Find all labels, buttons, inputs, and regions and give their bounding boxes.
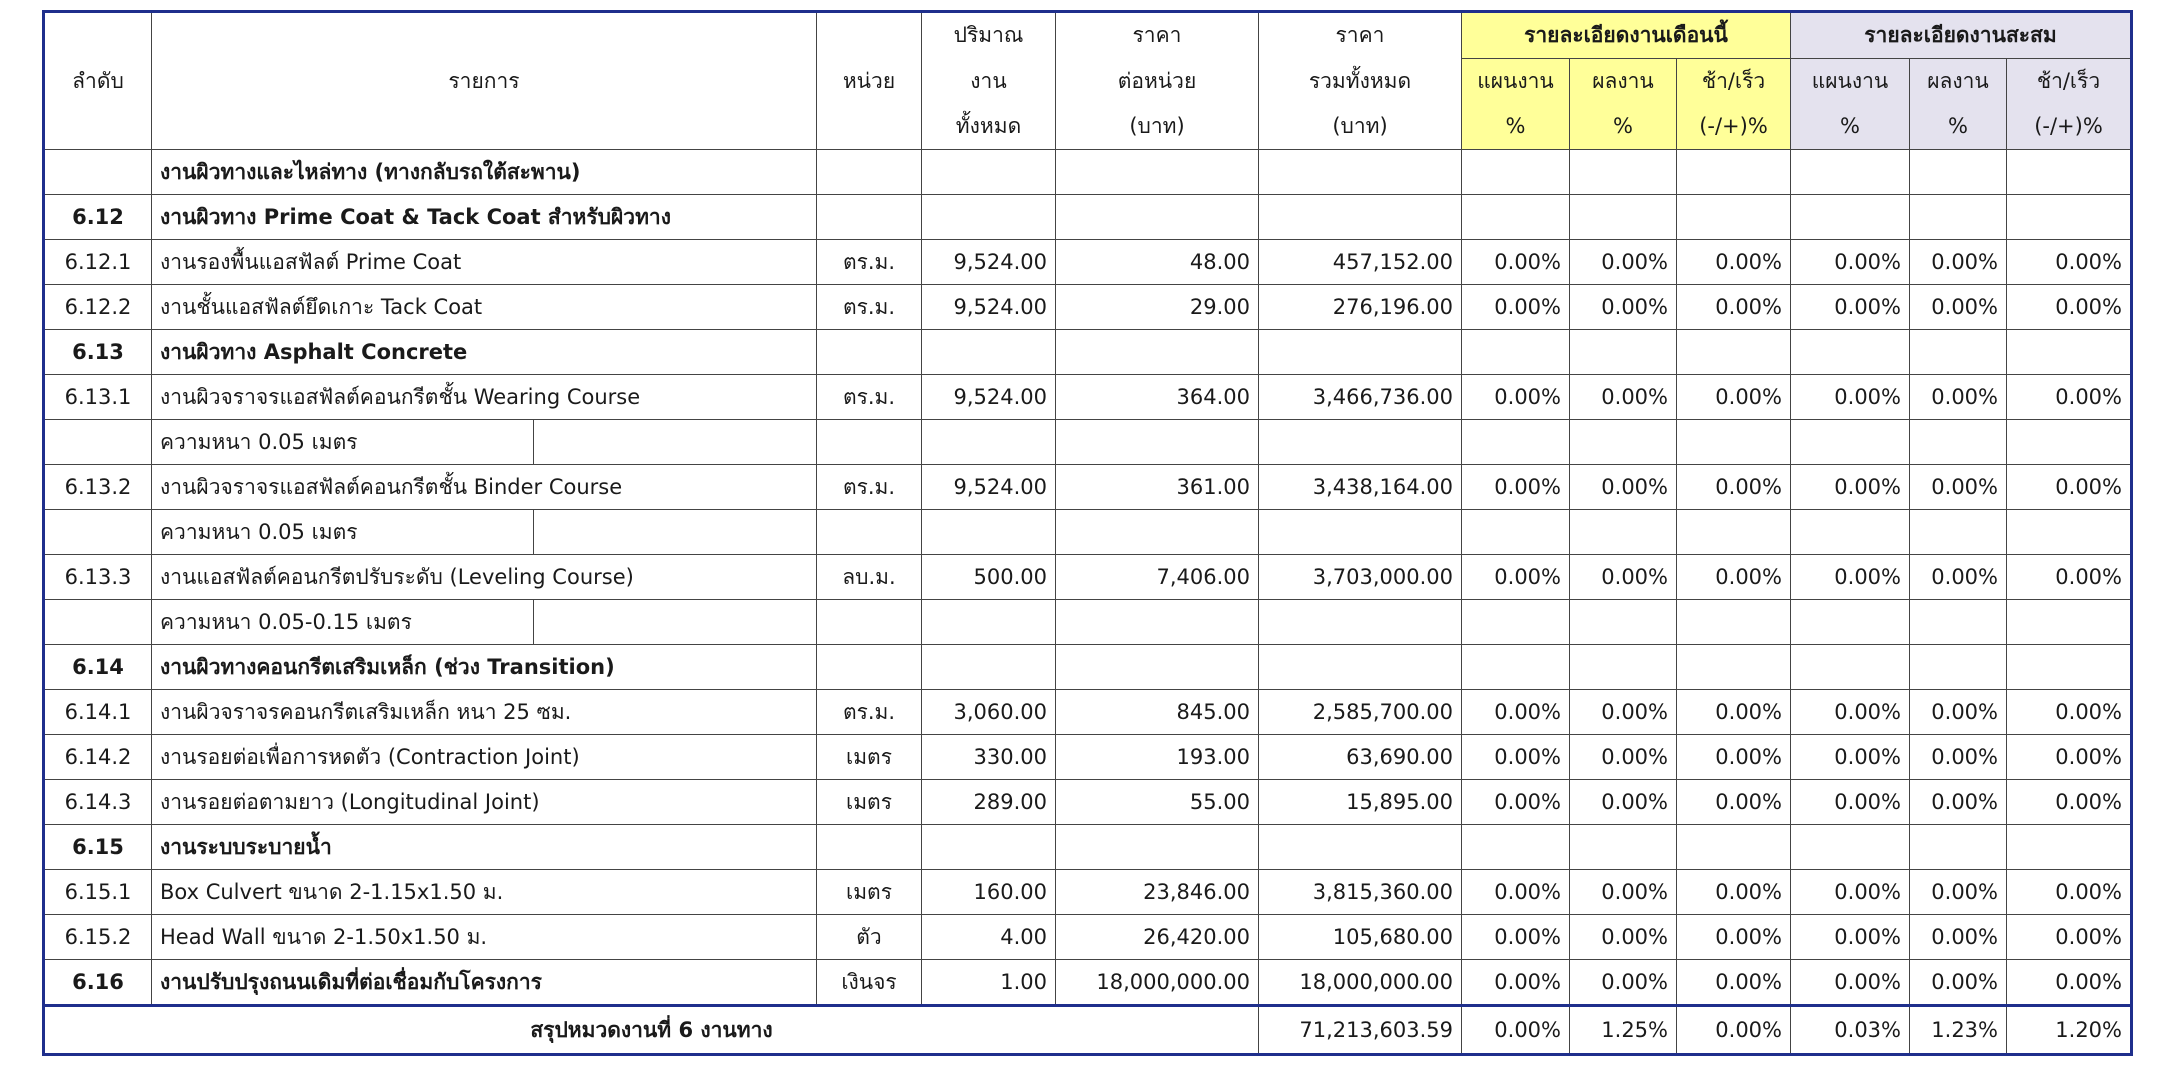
header-qty-1: ปริมาณ <box>922 12 1056 59</box>
empty-cell <box>817 600 922 645</box>
table-row <box>44 600 2132 645</box>
table-row <box>44 870 2132 915</box>
table-row <box>44 735 2132 780</box>
row-name: งานแอสฟัลต์คอนกรีตปรับระดับ (Leveling Course) <box>152 555 817 600</box>
header-cum-group: รายละเอียดงานสะสม <box>1791 12 2132 59</box>
empty-cell <box>1677 825 1791 870</box>
empty-cell <box>1570 645 1677 690</box>
row-name: งานผิวจราจรแอสฟัลต์คอนกรีตชั้น Wearing Course <box>152 375 817 420</box>
row-qty: 9,524.00 <box>922 240 1056 285</box>
empty-cell <box>1791 510 1910 555</box>
empty-cell <box>1791 420 1910 465</box>
row-unit: ตร.ม. <box>817 690 922 735</box>
empty-cell <box>1462 510 1570 555</box>
row-qty: 3,060.00 <box>922 690 1056 735</box>
row-no: 6.14 <box>44 645 152 690</box>
row-total-price: 2,585,700.00 <box>1259 690 1462 735</box>
table-row <box>44 150 2132 195</box>
row-qty: 289.00 <box>922 780 1056 825</box>
row-name: งานผิวจราจรแอสฟัลต์คอนกรีตชั้น Binder Course <box>152 465 817 510</box>
row-name: งานรองพื้นแอสฟัลต์ Prime Coat <box>152 240 817 285</box>
row-no: 6.14.3 <box>44 780 152 825</box>
row-no: 6.16 <box>44 960 152 1006</box>
row-cum-plan: 0.00% <box>1791 240 1910 285</box>
row-total-price: 3,466,736.00 <box>1259 375 1462 420</box>
row-cum-diff: 0.00% <box>2007 285 2132 330</box>
empty-cell <box>534 420 817 465</box>
header-unit-price-3: (บาท) <box>1056 104 1259 150</box>
header-total-price-3: (บาท) <box>1259 104 1462 150</box>
empty-cell <box>1570 600 1677 645</box>
row-cum-plan: 0.00% <box>1791 375 1910 420</box>
table-row <box>44 330 2132 375</box>
row-month-plan: 0.00% <box>1462 690 1570 735</box>
summary-row <box>44 1006 2132 1055</box>
row-month-diff: 0.00% <box>1677 690 1791 735</box>
row-total-price: 3,703,000.00 <box>1259 555 1462 600</box>
row-total-price: 63,690.00 <box>1259 735 1462 780</box>
row-name: Box Culvert ขนาด 2-1.15x1.50 ม. <box>152 870 817 915</box>
empty-cell <box>1910 600 2007 645</box>
empty-cell <box>1910 825 2007 870</box>
row-cum-diff: 0.00% <box>2007 690 2132 735</box>
header-month-diff: ช้า/เร็ว <box>1677 59 1791 105</box>
row-total-price: 276,196.00 <box>1259 285 1462 330</box>
table-row <box>44 780 2132 825</box>
row-total-price: 105,680.00 <box>1259 915 1462 960</box>
row-month-result: 0.00% <box>1570 375 1677 420</box>
row-no: 6.12.1 <box>44 240 152 285</box>
row-qty: 9,524.00 <box>922 465 1056 510</box>
row-unit-price: 23,846.00 <box>1056 870 1259 915</box>
row-month-plan: 0.00% <box>1462 465 1570 510</box>
row-month-diff: 0.00% <box>1677 735 1791 780</box>
row-unit: เงินจร <box>817 960 922 1006</box>
empty-cell <box>1462 645 1570 690</box>
row-unit: ตร.ม. <box>817 240 922 285</box>
row-unit-price: 55.00 <box>1056 780 1259 825</box>
empty-cell <box>1677 150 1791 195</box>
row-cum-result: 0.00% <box>1910 240 2007 285</box>
empty-cell <box>1570 510 1677 555</box>
empty-cell <box>1791 600 1910 645</box>
empty-cell <box>2007 195 2132 240</box>
empty-cell <box>2007 600 2132 645</box>
row-month-result: 0.00% <box>1570 465 1677 510</box>
empty-cell <box>1259 420 1462 465</box>
table-row <box>44 240 2132 285</box>
empty-cell <box>1910 645 2007 690</box>
empty-cell <box>922 645 1056 690</box>
row-cum-result: 0.00% <box>1910 375 2007 420</box>
header-cum-plan-pct: % <box>1791 104 1910 150</box>
row-month-result: 0.00% <box>1570 240 1677 285</box>
row-cum-diff: 0.00% <box>2007 915 2132 960</box>
row-cum-plan: 0.00% <box>1791 285 1910 330</box>
row-cum-diff: 0.00% <box>2007 870 2132 915</box>
empty-cell <box>1462 150 1570 195</box>
empty-cell <box>1462 195 1570 240</box>
row-month-result: 0.00% <box>1570 690 1677 735</box>
empty-cell <box>817 825 922 870</box>
row-qty: 9,524.00 <box>922 285 1056 330</box>
row-month-result: 0.00% <box>1570 780 1677 825</box>
header-unit-price-1: ราคา <box>1056 12 1259 59</box>
empty-cell <box>1462 600 1570 645</box>
row-name: งานผิวทาง Prime Coat & Tack Coat สำหรับผิวทาง <box>152 195 817 240</box>
empty-cell <box>1259 510 1462 555</box>
empty-cell <box>922 825 1056 870</box>
summary-total: 71,213,603.59 <box>1259 1006 1462 1055</box>
row-unit-price: 29.00 <box>1056 285 1259 330</box>
empty-cell <box>1056 645 1259 690</box>
row-cum-diff: 0.00% <box>2007 780 2132 825</box>
header-total-price-2: รวมทั้งหมด <box>1259 59 1462 105</box>
row-month-plan: 0.00% <box>1462 285 1570 330</box>
header-unit: หน่วย <box>817 12 922 150</box>
header-cum-result-pct: % <box>1910 104 2007 150</box>
row-unit: ตร.ม. <box>817 285 922 330</box>
row-cum-result: 0.00% <box>1910 465 2007 510</box>
row-month-plan: 0.00% <box>1462 870 1570 915</box>
summary-cum-plan: 0.03% <box>1791 1006 1910 1055</box>
row-cum-plan: 0.00% <box>1791 735 1910 780</box>
header-month-result-pct: % <box>1570 104 1677 150</box>
row-no: 6.14.1 <box>44 690 152 735</box>
empty-cell <box>534 510 817 555</box>
row-no: 6.14.2 <box>44 735 152 780</box>
row-month-diff: 0.00% <box>1677 555 1791 600</box>
empty-cell <box>1462 420 1570 465</box>
row-month-plan: 0.00% <box>1462 240 1570 285</box>
row-month-result: 0.00% <box>1570 285 1677 330</box>
row-cum-plan: 0.00% <box>1791 870 1910 915</box>
row-qty: 4.00 <box>922 915 1056 960</box>
header-unit-price-2: ต่อหน่วย <box>1056 59 1259 105</box>
row-unit: ตร.ม. <box>817 375 922 420</box>
row-month-diff: 0.00% <box>1677 870 1791 915</box>
row-no <box>44 600 152 645</box>
header-month-plan: แผนงาน <box>1462 59 1570 105</box>
row-cum-plan: 0.00% <box>1791 915 1910 960</box>
row-cum-diff: 0.00% <box>2007 555 2132 600</box>
row-month-diff: 0.00% <box>1677 465 1791 510</box>
empty-cell <box>1791 330 1910 375</box>
empty-cell <box>922 600 1056 645</box>
empty-cell <box>1910 150 2007 195</box>
row-name: งานปรับปรุงถนนเดิมที่ต่อเชื่อมกับโครงการ <box>152 960 817 1006</box>
row-cum-diff: 0.00% <box>2007 240 2132 285</box>
empty-cell <box>1259 150 1462 195</box>
row-name: Head Wall ขนาด 2-1.50x1.50 ม. <box>152 915 817 960</box>
empty-cell <box>1791 645 1910 690</box>
row-unit: เมตร <box>817 735 922 780</box>
empty-cell <box>1791 195 1910 240</box>
row-cum-result: 0.00% <box>1910 690 2007 735</box>
row-total-price: 3,815,360.00 <box>1259 870 1462 915</box>
summary-month-plan: 0.00% <box>1462 1006 1570 1055</box>
header-month-group: รายละเอียดงานเดือนนี้ <box>1462 12 1791 59</box>
row-no <box>44 150 152 195</box>
row-unit: ตร.ม. <box>817 465 922 510</box>
empty-cell <box>922 420 1056 465</box>
empty-cell <box>1570 150 1677 195</box>
row-cum-diff: 0.00% <box>2007 960 2132 1006</box>
table-row <box>44 420 2132 465</box>
empty-cell <box>2007 420 2132 465</box>
row-month-result: 0.00% <box>1570 555 1677 600</box>
empty-cell <box>1677 420 1791 465</box>
empty-cell <box>1677 600 1791 645</box>
row-month-diff: 0.00% <box>1677 960 1791 1006</box>
row-cum-result: 0.00% <box>1910 285 2007 330</box>
row-name: งานชั้นแอสฟัลต์ยึดเกาะ Tack Coat <box>152 285 817 330</box>
row-month-plan: 0.00% <box>1462 735 1570 780</box>
row-cum-plan: 0.00% <box>1791 960 1910 1006</box>
empty-cell <box>1056 195 1259 240</box>
row-cum-diff: 0.00% <box>2007 465 2132 510</box>
row-month-plan: 0.00% <box>1462 375 1570 420</box>
empty-cell <box>817 195 922 240</box>
row-note: ความหนา 0.05 เมตร <box>152 510 534 555</box>
row-month-diff: 0.00% <box>1677 375 1791 420</box>
empty-cell <box>1056 825 1259 870</box>
row-no: 6.15.1 <box>44 870 152 915</box>
empty-cell <box>1570 195 1677 240</box>
row-name: งานระบบระบายน้ำ <box>152 825 817 870</box>
row-no: 6.13.2 <box>44 465 152 510</box>
summary-month-diff: 0.00% <box>1677 1006 1791 1055</box>
empty-cell <box>1259 195 1462 240</box>
row-unit-price: 193.00 <box>1056 735 1259 780</box>
empty-cell <box>1791 150 1910 195</box>
summary-cum-diff: 1.20% <box>2007 1006 2132 1055</box>
header-cum-plan: แผนงาน <box>1791 59 1910 105</box>
row-month-result: 0.00% <box>1570 870 1677 915</box>
row-month-plan: 0.00% <box>1462 555 1570 600</box>
row-unit-price: 7,406.00 <box>1056 555 1259 600</box>
empty-cell <box>922 330 1056 375</box>
row-no: 6.15 <box>44 825 152 870</box>
empty-cell <box>1462 330 1570 375</box>
row-cum-plan: 0.00% <box>1791 690 1910 735</box>
row-qty: 330.00 <box>922 735 1056 780</box>
header-month-diff-pct: (-/+)% <box>1677 104 1791 150</box>
summary-label: สรุปหมวดงานที่ 6 งานทาง <box>44 1006 1259 1055</box>
row-cum-result: 0.00% <box>1910 870 2007 915</box>
row-cum-result: 0.00% <box>1910 915 2007 960</box>
empty-cell <box>1056 330 1259 375</box>
empty-cell <box>1677 330 1791 375</box>
table-row <box>44 195 2132 240</box>
summary-month-result: 1.25% <box>1570 1006 1677 1055</box>
row-qty: 160.00 <box>922 870 1056 915</box>
empty-cell <box>817 330 922 375</box>
header-cum-diff-pct: (-/+)% <box>2007 104 2132 150</box>
empty-cell <box>1259 645 1462 690</box>
empty-cell <box>1259 600 1462 645</box>
header-item: รายการ <box>152 12 817 150</box>
empty-cell <box>1056 510 1259 555</box>
empty-cell <box>922 195 1056 240</box>
empty-cell <box>534 600 817 645</box>
table-row <box>44 960 2132 1006</box>
row-unit-price: 845.00 <box>1056 690 1259 735</box>
table-row <box>44 645 2132 690</box>
empty-cell <box>1910 195 2007 240</box>
header-qty-2: งาน <box>922 59 1056 105</box>
table-row <box>44 915 2132 960</box>
empty-cell <box>1677 510 1791 555</box>
empty-cell <box>1677 645 1791 690</box>
row-cum-result: 0.00% <box>1910 735 2007 780</box>
progress-table <box>42 10 2133 1056</box>
empty-cell <box>2007 330 2132 375</box>
empty-cell <box>1462 825 1570 870</box>
header-month-plan-pct: % <box>1462 104 1570 150</box>
row-unit-price: 364.00 <box>1056 375 1259 420</box>
row-note: ความหนา 0.05-0.15 เมตร <box>152 600 534 645</box>
row-unit: ลบ.ม. <box>817 555 922 600</box>
row-month-diff: 0.00% <box>1677 240 1791 285</box>
header-cum-diff: ช้า/เร็ว <box>2007 59 2132 105</box>
row-qty: 9,524.00 <box>922 375 1056 420</box>
empty-cell <box>2007 825 2132 870</box>
row-no: 6.13.1 <box>44 375 152 420</box>
empty-cell <box>1677 195 1791 240</box>
row-total-price: 3,438,164.00 <box>1259 465 1462 510</box>
row-qty: 500.00 <box>922 555 1056 600</box>
empty-cell <box>817 510 922 555</box>
row-total-price: 18,000,000.00 <box>1259 960 1462 1006</box>
empty-cell <box>922 510 1056 555</box>
row-unit-price: 361.00 <box>1056 465 1259 510</box>
header-no: ลำดับ <box>44 12 152 150</box>
table-row <box>44 510 2132 555</box>
summary-cum-result: 1.23% <box>1910 1006 2007 1055</box>
row-month-result: 0.00% <box>1570 960 1677 1006</box>
row-month-plan: 0.00% <box>1462 780 1570 825</box>
empty-cell <box>1056 150 1259 195</box>
row-month-diff: 0.00% <box>1677 285 1791 330</box>
row-note: ความหนา 0.05 เมตร <box>152 420 534 465</box>
table-row <box>44 375 2132 420</box>
empty-cell <box>1259 825 1462 870</box>
row-name: งานผิวทางคอนกรีตเสริมเหล็ก (ช่วง Transition) <box>152 645 817 690</box>
row-total-price: 457,152.00 <box>1259 240 1462 285</box>
row-month-diff: 0.00% <box>1677 915 1791 960</box>
header-month-result: ผลงาน <box>1570 59 1677 105</box>
table-row <box>44 555 2132 600</box>
empty-cell <box>1910 420 2007 465</box>
row-total-price: 15,895.00 <box>1259 780 1462 825</box>
row-qty: 1.00 <box>922 960 1056 1006</box>
row-unit: เมตร <box>817 780 922 825</box>
table-row <box>44 465 2132 510</box>
row-cum-plan: 0.00% <box>1791 555 1910 600</box>
row-cum-diff: 0.00% <box>2007 735 2132 780</box>
empty-cell <box>1570 825 1677 870</box>
empty-cell <box>817 420 922 465</box>
empty-cell <box>922 150 1056 195</box>
empty-cell <box>2007 150 2132 195</box>
row-no: 6.15.2 <box>44 915 152 960</box>
row-cum-result: 0.00% <box>1910 960 2007 1006</box>
row-name: งานผิวทางและไหล่ทาง (ทางกลับรถใต้สะพาน) <box>152 150 817 195</box>
row-no: 6.13.3 <box>44 555 152 600</box>
empty-cell <box>1570 420 1677 465</box>
row-month-result: 0.00% <box>1570 915 1677 960</box>
row-unit-price: 48.00 <box>1056 240 1259 285</box>
empty-cell <box>2007 645 2132 690</box>
row-month-result: 0.00% <box>1570 735 1677 780</box>
row-name: งานผิวจราจรคอนกรีตเสริมเหล็ก หนา 25 ซม. <box>152 690 817 735</box>
row-unit-price: 18,000,000.00 <box>1056 960 1259 1006</box>
table-row <box>44 285 2132 330</box>
empty-cell <box>2007 510 2132 555</box>
row-cum-plan: 0.00% <box>1791 465 1910 510</box>
empty-cell <box>1570 330 1677 375</box>
table-row <box>44 825 2132 870</box>
row-month-diff: 0.00% <box>1677 780 1791 825</box>
empty-cell <box>817 645 922 690</box>
row-cum-result: 0.00% <box>1910 555 2007 600</box>
row-month-plan: 0.00% <box>1462 915 1570 960</box>
row-name: งานผิวทาง Asphalt Concrete <box>152 330 817 375</box>
empty-cell <box>1791 825 1910 870</box>
row-no <box>44 420 152 465</box>
row-no: 6.12 <box>44 195 152 240</box>
empty-cell <box>817 150 922 195</box>
row-unit-price: 26,420.00 <box>1056 915 1259 960</box>
header-total-price-1: ราคา <box>1259 12 1462 59</box>
row-no: 6.12.2 <box>44 285 152 330</box>
row-cum-plan: 0.00% <box>1791 780 1910 825</box>
empty-cell <box>1910 510 2007 555</box>
row-unit: เมตร <box>817 870 922 915</box>
header-cum-result: ผลงาน <box>1910 59 2007 105</box>
row-name: งานรอยต่อตามยาว (Longitudinal Joint) <box>152 780 817 825</box>
row-no: 6.13 <box>44 330 152 375</box>
empty-cell <box>1056 600 1259 645</box>
row-unit: ตัว <box>817 915 922 960</box>
header-qty-3: ทั้งหมด <box>922 104 1056 150</box>
row-cum-result: 0.00% <box>1910 780 2007 825</box>
table-row <box>44 690 2132 735</box>
row-name: งานรอยต่อเพื่อการหดตัว (Contraction Joint) <box>152 735 817 780</box>
empty-cell <box>1056 420 1259 465</box>
row-cum-diff: 0.00% <box>2007 375 2132 420</box>
row-no <box>44 510 152 555</box>
empty-cell <box>1910 330 2007 375</box>
empty-cell <box>1259 330 1462 375</box>
row-month-plan: 0.00% <box>1462 960 1570 1006</box>
